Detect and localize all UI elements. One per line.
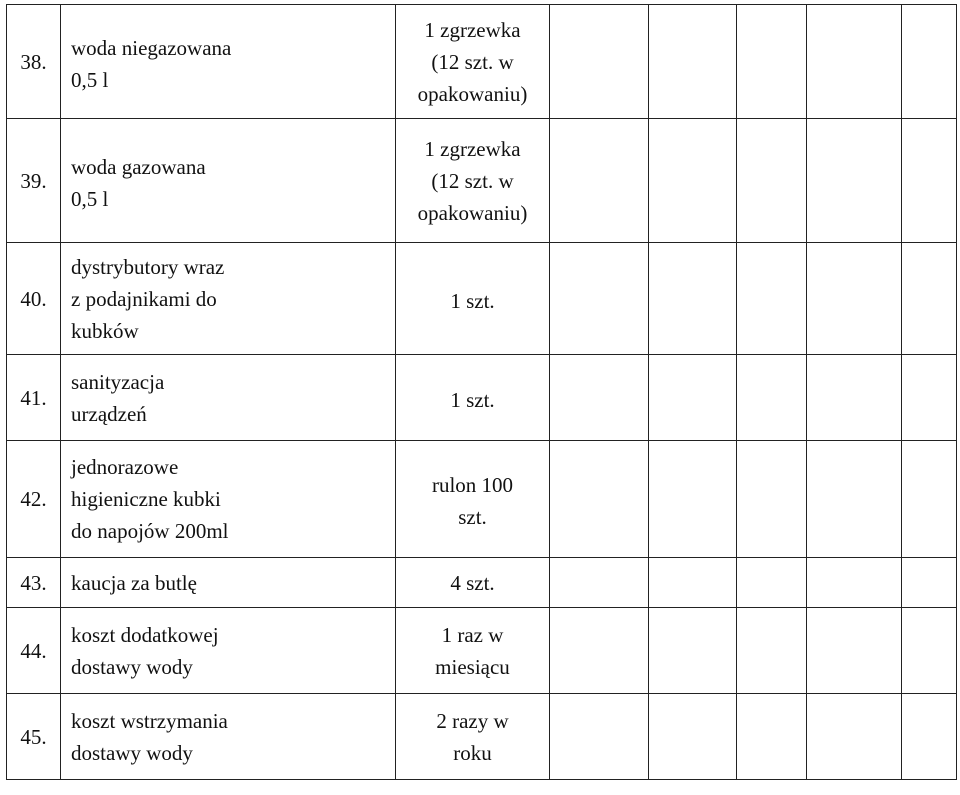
unit-line: opakowaniu) [417, 200, 528, 225]
product-name-line: 0,5 l [71, 186, 109, 211]
product-name-line: do napojów 200ml [71, 519, 229, 543]
empty-cell [737, 608, 807, 694]
product-name-line: woda niegazowana [71, 35, 232, 60]
unit-line: szt. [458, 505, 487, 529]
row-number: 41. [7, 355, 61, 441]
unit-line: 1 szt. [450, 387, 495, 412]
empty-cell [807, 608, 902, 694]
unit-line: roku [453, 740, 492, 765]
empty-cell [737, 355, 807, 441]
empty-cell [807, 355, 902, 441]
empty-cell [737, 243, 807, 355]
product-name [61, 119, 396, 243]
product-name-line: urządzeń [71, 401, 147, 426]
unit-cell [396, 355, 550, 441]
table-row [7, 558, 957, 608]
empty-cell [807, 243, 902, 355]
product-name-line: z podajnikami do [71, 286, 217, 311]
unit-line: opakowaniu) [417, 81, 528, 106]
empty-cell [902, 608, 957, 694]
product-name-line: koszt dodatkowej [71, 622, 219, 647]
product-name [61, 243, 396, 355]
empty-cell [737, 5, 807, 119]
row-number: 44. [7, 608, 61, 694]
empty-cell [649, 5, 737, 119]
table-row [7, 355, 957, 441]
unit-line: miesiącu [435, 654, 510, 679]
unit-cell [396, 558, 550, 608]
empty-cell [807, 694, 902, 780]
row-number: 42. [7, 441, 61, 558]
unit-cell [396, 5, 550, 119]
unit-cell [396, 441, 550, 558]
empty-cell [807, 441, 902, 558]
row-number: 40. [7, 243, 61, 355]
row-number: 45. [7, 694, 61, 780]
empty-cell [807, 119, 902, 243]
unit-line: (12 szt. w [431, 168, 514, 193]
empty-cell [550, 441, 649, 558]
empty-cell [550, 694, 649, 780]
empty-cell [550, 355, 649, 441]
empty-cell [902, 558, 957, 608]
product-name-line: dostawy wody [71, 654, 193, 679]
empty-cell [737, 558, 807, 608]
table-row [7, 694, 957, 780]
row-number: 39. [7, 119, 61, 243]
empty-cell [649, 558, 737, 608]
product-name-line: jednorazowe [71, 455, 179, 479]
empty-cell [902, 694, 957, 780]
unit-line: 1 raz w [441, 622, 504, 647]
product-name [61, 441, 396, 558]
product-name-line: kubków [71, 318, 139, 343]
table-row [7, 5, 957, 119]
empty-cell [550, 119, 649, 243]
product-name-line: 0,5 l [71, 67, 109, 92]
table-row [7, 608, 957, 694]
empty-cell [807, 5, 902, 119]
product-name-line: kaucja za butlę [71, 570, 197, 595]
empty-cell [550, 5, 649, 119]
unit-line: 1 szt. [450, 288, 495, 313]
empty-cell [649, 355, 737, 441]
product-name [61, 5, 396, 119]
unit-cell [396, 119, 550, 243]
empty-cell [737, 694, 807, 780]
empty-cell [649, 694, 737, 780]
empty-cell [550, 243, 649, 355]
empty-cell [807, 558, 902, 608]
empty-cell [902, 243, 957, 355]
empty-cell [902, 5, 957, 119]
unit-cell [396, 243, 550, 355]
empty-cell [902, 441, 957, 558]
table-row [7, 243, 957, 355]
product-name [61, 558, 396, 608]
empty-cell [550, 558, 649, 608]
unit-cell [396, 608, 550, 694]
empty-cell [649, 608, 737, 694]
product-name-line: higieniczne kubki [71, 487, 221, 511]
product-name-line: woda gazowana [71, 154, 206, 179]
product-name-line: dostawy wody [71, 740, 193, 765]
unit-line: (12 szt. w [431, 49, 514, 74]
product-name [61, 694, 396, 780]
product-name-line: sanityzacja [71, 369, 165, 394]
table-row [7, 441, 957, 558]
empty-cell [737, 119, 807, 243]
empty-cell [649, 243, 737, 355]
product-name [61, 355, 396, 441]
price-table [6, 4, 957, 780]
empty-cell [550, 608, 649, 694]
unit-line: rulon 100 [431, 473, 514, 497]
empty-cell [902, 355, 957, 441]
table-row [7, 119, 957, 243]
product-name-line: dystrybutory wraz [71, 254, 225, 279]
unit-line: 1 zgrzewka [424, 17, 521, 42]
product-name-line: koszt wstrzymania [71, 708, 228, 733]
unit-line: 1 zgrzewka [424, 136, 521, 161]
empty-cell [902, 119, 957, 243]
row-number: 38. [7, 5, 61, 119]
empty-cell [649, 441, 737, 558]
unit-cell [396, 694, 550, 780]
row-number: 43. [7, 558, 61, 608]
empty-cell [737, 441, 807, 558]
unit-line: 4 szt. [450, 570, 495, 595]
unit-line: 2 razy w [436, 708, 509, 733]
empty-cell [649, 119, 737, 243]
product-name [61, 608, 396, 694]
